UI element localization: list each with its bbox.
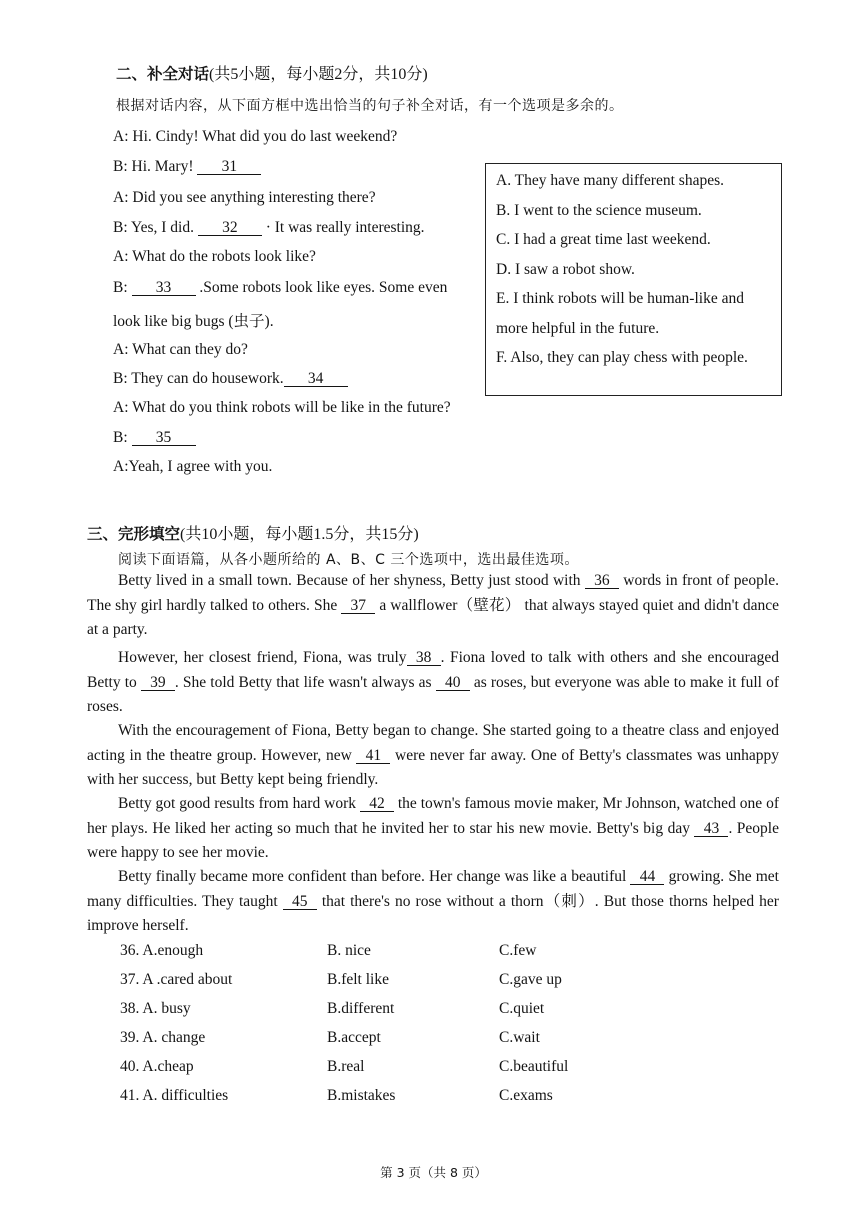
cloze-paragraph	[87, 569, 779, 643]
dialogue-line	[113, 370, 348, 388]
cloze-blank[interactable]: 42	[360, 796, 394, 812]
cloze-text: Betty got good results from hard work	[118, 795, 360, 812]
cloze-text: Betty lived in a small town. Because of her shyness, Betty just stood with	[118, 572, 585, 589]
dialogue-line	[113, 341, 248, 359]
cloze-paragraph	[87, 792, 779, 866]
dialogue-line	[113, 429, 196, 447]
cloze-paragraph	[87, 719, 779, 793]
cloze-blank[interactable]: 40	[436, 675, 470, 691]
cloze-text: as roses, but everyone was able to make it full of roses.	[87, 673, 780, 715]
cloze-text: . Fiona loved to talk with others and she encouraged Betty to	[87, 649, 779, 691]
choice-option-a[interactable]: 41. A. difficulties	[120, 1087, 229, 1104]
option-e: E. I think robots will be human-like and	[496, 290, 744, 307]
page-footer: 第 3 页（共 8 页）	[380, 1165, 487, 1180]
cloze-text: words in front of people. The shy girl hardly talked to others. She	[87, 572, 779, 614]
cloze-text: were never far away. One of Betty's classmates was unhappy with her success, but Betty kept being friendly.	[87, 746, 780, 788]
cloze-text: a wallflower（壁花） that always stayed quiet and didn't dance at a party.	[87, 596, 779, 638]
choice-option-b[interactable]: B.different	[327, 1000, 395, 1017]
cloze-blank[interactable]: 41	[356, 748, 390, 764]
choice-option-a[interactable]: 38. A. busy	[120, 1000, 191, 1017]
dialogue-line	[113, 189, 376, 207]
choice-option-b[interactable]: B.mistakes	[327, 1087, 396, 1104]
dialogue-line	[113, 128, 397, 146]
choice-option-b[interactable]: B.real	[327, 1058, 365, 1075]
dialogue-text: B:	[113, 279, 132, 296]
option-a: A. They have many different shapes.	[496, 172, 724, 189]
choice-option-b[interactable]: B.accept	[327, 1029, 381, 1046]
dialogue-text: B:	[113, 429, 132, 446]
answer-blank[interactable]: 35	[132, 430, 196, 446]
section3-title: 三、完形填空(共10小题，每小题1.5分，共15分)	[87, 525, 419, 543]
section3-instruction: 阅读下面语篇，从各小题所给的 A、B、C 三个选项中，选出最佳选项。	[118, 552, 579, 568]
dialogue-text: A:Yeah, I agree with you.	[113, 458, 273, 475]
dialogue-text: look like big bugs (虫子).	[113, 313, 274, 330]
answer-blank[interactable]: 34	[284, 371, 348, 387]
dialogue-line	[113, 458, 272, 476]
cloze-blank[interactable]: 39	[141, 675, 175, 691]
choice-option-c[interactable]: C.exams	[499, 1087, 553, 1104]
dialogue-text: A: Hi. Cindy! What did you do last weekend?	[113, 128, 398, 145]
choice-option-c[interactable]: C.few	[499, 942, 537, 959]
dialogue-text: .Some robots look like eyes. Some even	[195, 279, 448, 296]
choice-option-a[interactable]: 39. A. change	[120, 1029, 206, 1046]
dialogue-text: B: They can do housework.	[113, 370, 284, 387]
options-box	[485, 163, 782, 396]
option-c: C. I had a great time last weekend.	[496, 231, 711, 248]
dialogue-text: A: What do the robots look like?	[113, 248, 316, 265]
cloze-text: However, her closest friend, Fiona, was truly	[118, 649, 407, 666]
choice-option-b[interactable]: B. nice	[327, 942, 371, 959]
dialogue-line	[113, 279, 447, 297]
dialogue-line	[113, 219, 425, 237]
dialogue-line	[113, 158, 261, 176]
option-b: B. I went to the science museum.	[496, 202, 702, 219]
dialogue-text: A: Did you see anything interesting there?	[113, 189, 376, 206]
cloze-text: . She told Betty that life wasn't always as	[174, 673, 436, 691]
cloze-text: Betty finally became more confident than before. Her change was like a beautiful	[118, 868, 631, 885]
choice-option-c[interactable]: C.wait	[499, 1029, 540, 1046]
cloze-paragraph	[87, 646, 779, 720]
cloze-paragraph	[87, 865, 779, 939]
choice-option-c[interactable]: C.quiet	[499, 1000, 545, 1017]
section2-instruction: 根据对话内容，从下面方框中选出恰当的句子补全对话，有一个选项是多余的。	[116, 98, 624, 114]
option-f: F. Also, they can play chess with people.	[496, 349, 748, 366]
dialogue-text: B: Yes, I did.	[113, 219, 198, 236]
cloze-blank[interactable]: 43	[694, 821, 728, 837]
dialogue-text: A: What can they do?	[113, 341, 248, 358]
dialogue-line	[113, 248, 316, 266]
cloze-text: the town's famous movie maker, Mr Johnson, watched one of her plays. He liked her acting so much that he invited her to star his new movie. Betty's big day	[87, 795, 779, 837]
section2-title: 二、补全对话(共5小题，每小题2分，共10分)	[116, 65, 428, 83]
answer-blank[interactable]: 31	[197, 159, 261, 175]
cloze-text: With the encouragement of Fiona, Betty began to change. She started going to a theatre class and enjoyed acting in the theatre group. However, new	[87, 722, 779, 764]
dialogue-text: B: Hi. Mary!	[113, 158, 198, 175]
choice-option-c[interactable]: C.beautiful	[499, 1058, 569, 1075]
cloze-blank[interactable]: 37	[341, 598, 375, 614]
cloze-blank[interactable]: 44	[630, 869, 664, 885]
dialogue-text: A: What do you think robots will be like in the future?	[113, 399, 451, 416]
option-e-cont: more helpful in the future.	[496, 320, 660, 337]
cloze-blank[interactable]: 36	[585, 573, 619, 589]
dialogue-text: · It was really interesting.	[261, 219, 425, 236]
dialogue-line	[113, 309, 274, 331]
answer-blank[interactable]: 32	[198, 220, 262, 236]
choice-option-a[interactable]: 36. A.enough	[120, 942, 204, 959]
option-d: D. I saw a robot show.	[496, 261, 635, 278]
cloze-text: that there's no rose without a thorn（刺）. But those thorns helped her improve herself.	[87, 892, 779, 934]
cloze-blank[interactable]: 38	[407, 650, 441, 666]
choice-option-b[interactable]: B.felt like	[327, 971, 389, 988]
cloze-text: . People were happy to see her movie.	[87, 819, 779, 861]
choice-option-a[interactable]: 37. A .cared about	[120, 971, 233, 988]
answer-blank[interactable]: 33	[132, 280, 196, 296]
choice-option-c[interactable]: C.gave up	[499, 971, 562, 988]
dialogue-line	[113, 399, 451, 417]
cloze-text: growing. She met many difficulties. They taught	[87, 868, 779, 910]
choice-option-a[interactable]: 40. A.cheap	[120, 1058, 194, 1075]
cloze-blank[interactable]: 45	[283, 894, 317, 910]
